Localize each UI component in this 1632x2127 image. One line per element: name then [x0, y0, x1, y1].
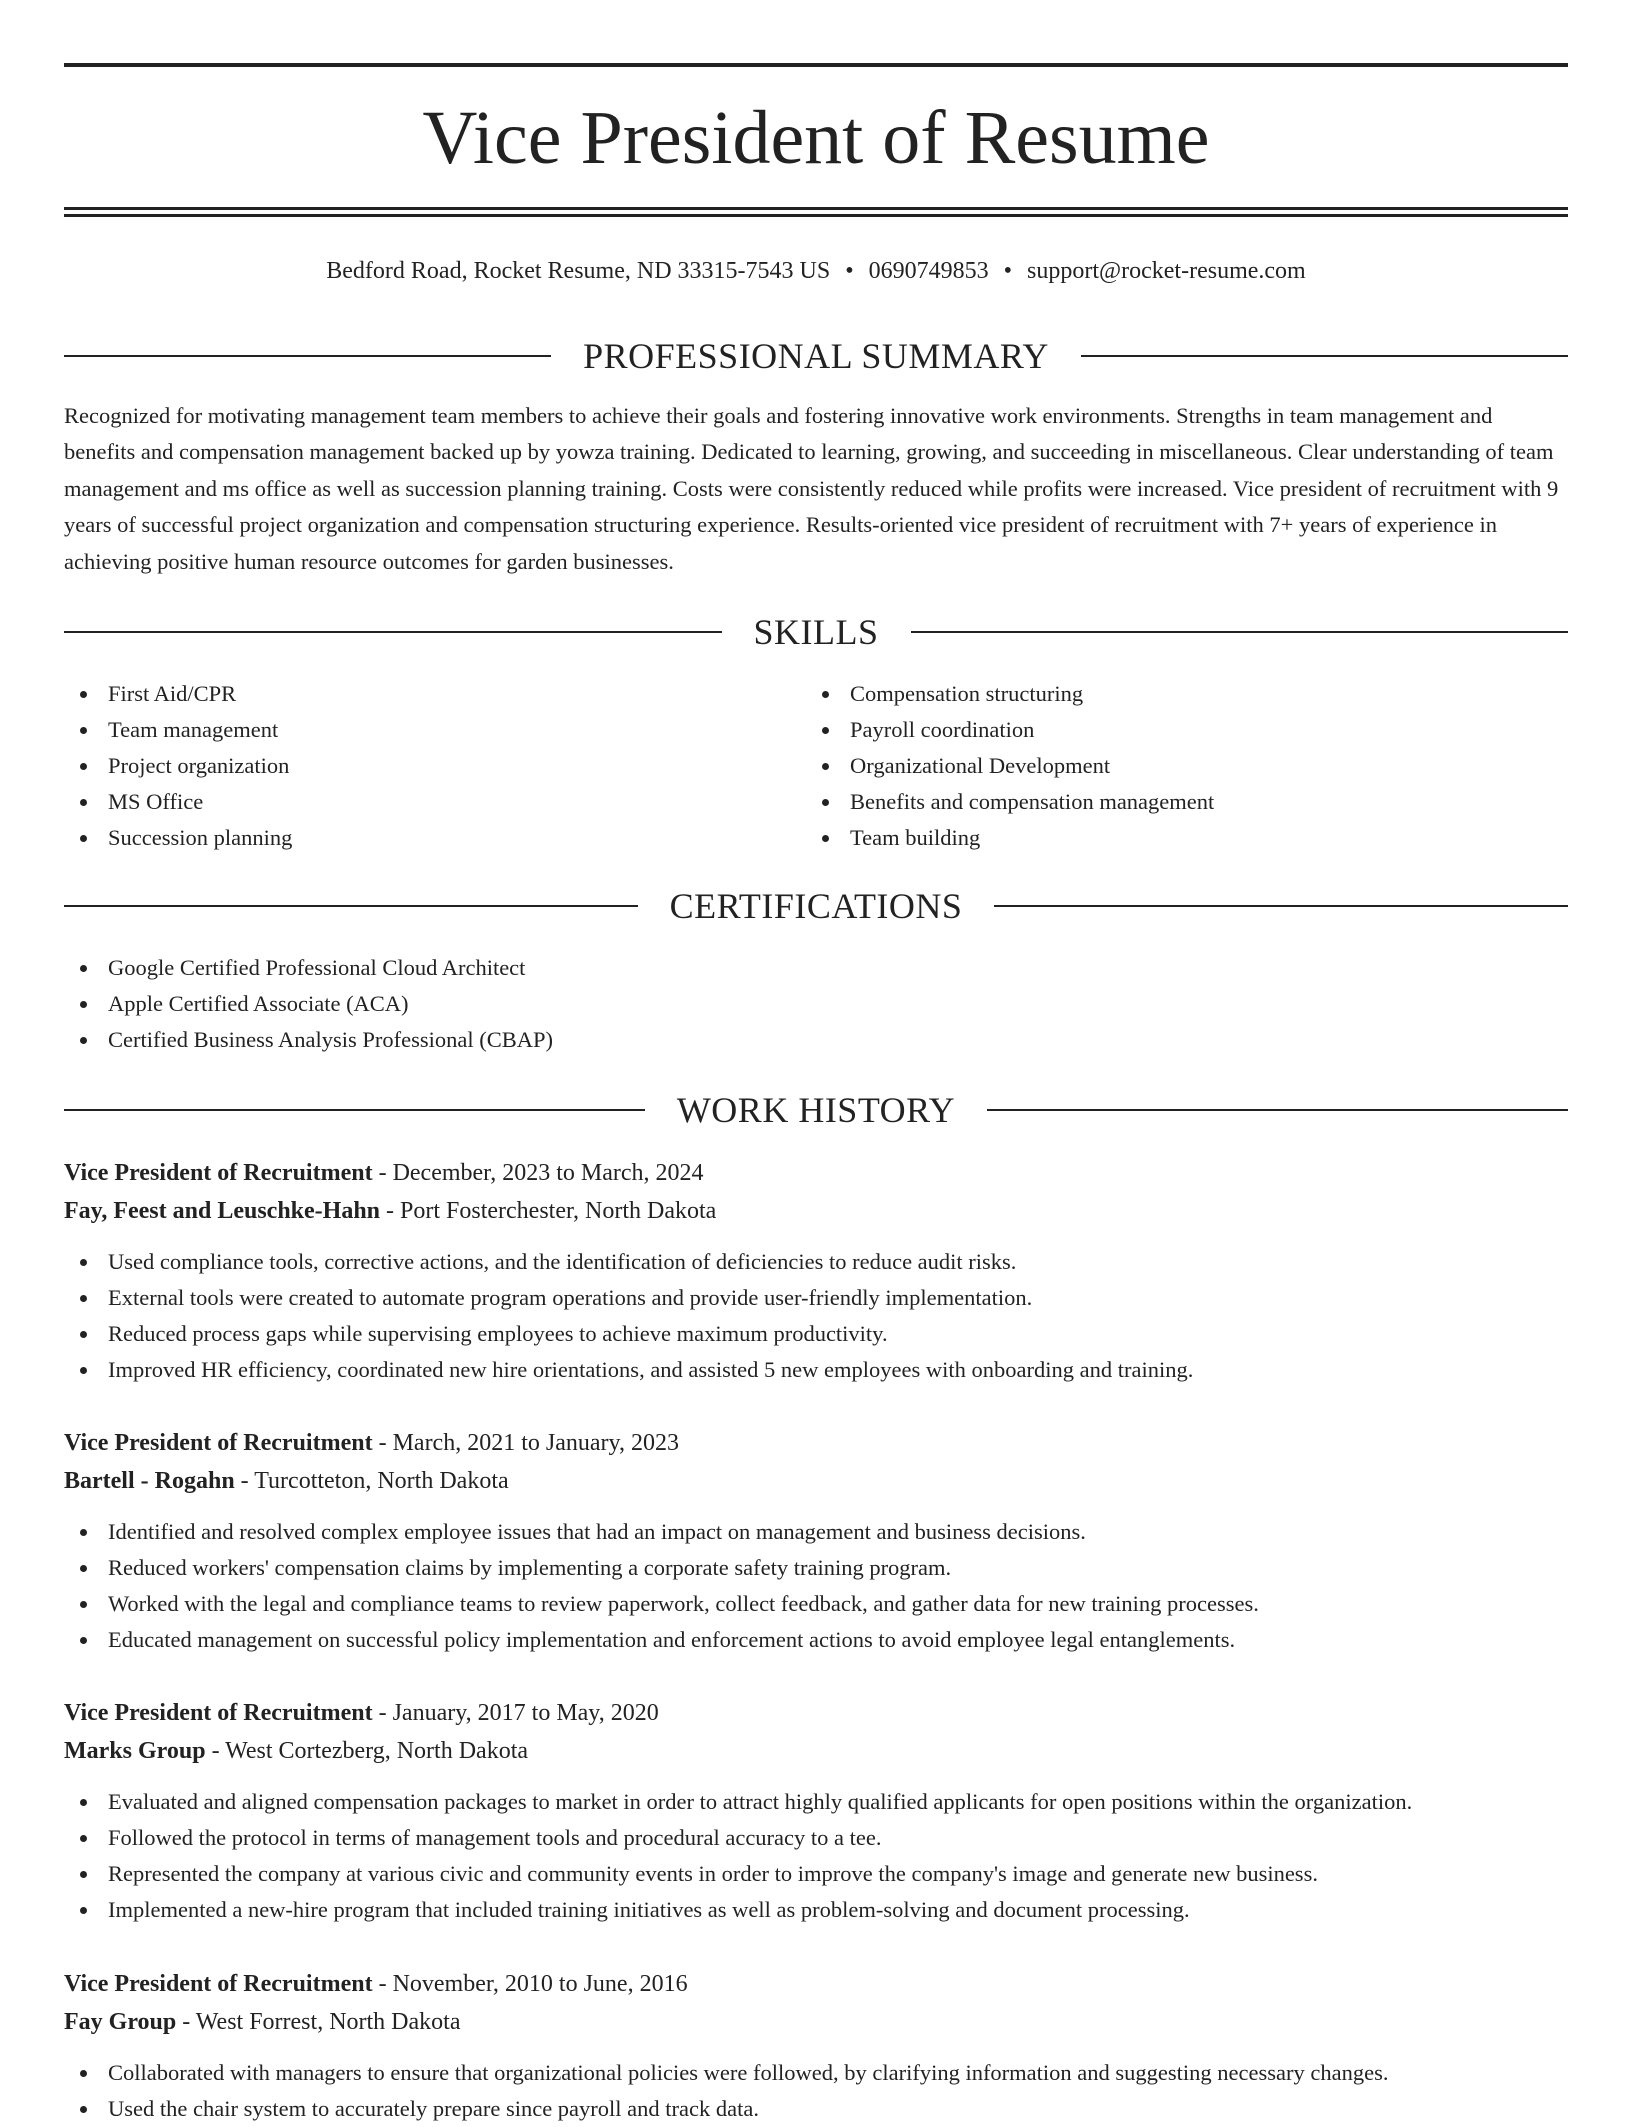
job-location: - West Forrest, North Dakota [176, 2009, 461, 2035]
contact-address: Bedford Road, Rocket Resume, ND 33315-7543 US [326, 258, 831, 284]
heading-rule-left [64, 355, 551, 357]
job-bullet: Represented the company at various civic and community events in order to improve the company's image and generate new business. [64, 1856, 1568, 1892]
heading-rule-left [64, 905, 638, 907]
job-dates: - January, 2017 to May, 2020 [372, 1700, 659, 1726]
contact-email: support@rocket-resume.com [1027, 258, 1306, 284]
job-bullets [64, 1784, 1568, 1928]
job-bullet: Reduced process gaps while supervising employees to achieve maximum productivity. [64, 1316, 1568, 1352]
job-bullet: External tools were created to automate program operations and provide user-friendly implementation. [64, 1280, 1568, 1316]
job-company: Bartell - Rogahn [64, 1468, 235, 1494]
job-title: Vice President of Recruitment [64, 1160, 373, 1186]
contact-phone: 0690749853 [868, 258, 989, 284]
section-title-work-history: WORK HISTORY [676, 1090, 956, 1130]
job-title-line [64, 1965, 1568, 2003]
job-bullet: Identified and resolved complex employee issues that had an impact on management and business decisions. [64, 1514, 1568, 1550]
certifications-list [64, 950, 1568, 1058]
skills-list-right [806, 676, 1568, 856]
skill-item: Organizational Development [806, 748, 1568, 784]
heading-rule-left [64, 631, 722, 633]
contact-line [64, 254, 1568, 288]
job-company: Fay Group [64, 2009, 177, 2035]
job-location: - Turcotteton, North Dakota [234, 1468, 509, 1494]
certification-item: Google Certified Professional Cloud Architect [64, 950, 1568, 986]
heading-rule-right [994, 905, 1568, 907]
job-entry [64, 1424, 1568, 1658]
job-company-line [64, 2003, 1568, 2041]
skill-item: First Aid/CPR [64, 676, 804, 712]
summary-text: Recognized for motivating management team members to achieve their goals and fostering innovative work environments. Strengths in team management and benefits and compensation management backed up by yowza training. Dedicated to learning, growing, and succeeding in miscellaneous. Clear understanding of team management and ms office as well as succession planning training. Costs were consistently reduced while profits were increased. Vice president of recruitment with 9 years of successful project organization and compensation structuring experience. Results-oriented vice president of recruitment with 7+ years of experience in achieving positive human resource outcomes for garden businesses. [64, 403, 1559, 574]
section-title-summary: PROFESSIONAL SUMMARY [583, 336, 1049, 376]
job-title: Vice President of Recruitment [64, 1430, 373, 1456]
skill-item: Payroll coordination [806, 712, 1568, 748]
job-dates: - December, 2023 to March, 2024 [372, 1160, 704, 1186]
skill-item: Benefits and compensation management [806, 784, 1568, 820]
certification-item: Apple Certified Associate (ACA) [64, 986, 1568, 1022]
job-bullets [64, 1244, 1568, 1388]
job-bullet: Reduced workers' compensation claims by implementing a corporate safety training program. [64, 1550, 1568, 1586]
job-bullet: Used compliance tools, corrective actions, and the identification of deficiencies to reduce audit risks. [64, 1244, 1568, 1280]
job-company-line [64, 1192, 1568, 1230]
section-heading-skills [64, 610, 1568, 654]
job-bullet: Educated management on successful policy implementation and enforcement actions to avoid employee legal entanglements. [64, 1622, 1568, 1658]
job-title-line [64, 1424, 1568, 1462]
job-entry [64, 1694, 1568, 1928]
heading-rule-left [64, 1109, 645, 1111]
header-double-rule-lower [64, 214, 1568, 217]
heading-rule-right [987, 1109, 1568, 1111]
job-dates: - March, 2021 to January, 2023 [372, 1430, 679, 1456]
section-title-skills: SKILLS [753, 612, 879, 652]
section-heading-summary [64, 334, 1568, 378]
job-bullet: Collaborated with managers to ensure that organizational policies were followed, by clarifying information and suggesting necessary changes. [64, 2055, 1568, 2091]
job-company: Marks Group [64, 1738, 206, 1764]
job-bullets [64, 1514, 1568, 1658]
job-bullet: Evaluated and aligned compensation packages to market in order to attract highly qualified applicants for open positions within the organization. [64, 1784, 1568, 1820]
resume-name: Vice President of Resume [422, 96, 1210, 180]
job-company-line [64, 1462, 1568, 1500]
section-heading-work-history [64, 1088, 1568, 1132]
skill-item: Project organization [64, 748, 804, 784]
job-title-line [64, 1154, 1568, 1192]
contact-separator: • [1003, 258, 1013, 284]
skill-item: Succession planning [64, 820, 804, 856]
job-entry [64, 1154, 1568, 1388]
job-bullet: Followed the protocol in terms of management tools and procedural accuracy to a tee. [64, 1820, 1568, 1856]
skill-item: Compensation structuring [806, 676, 1568, 712]
job-bullet: Implemented a new-hire program that included training initiatives as well as problem-solving and document processing. [64, 1892, 1568, 1928]
job-entry [64, 1965, 1568, 2127]
job-title: Vice President of Recruitment [64, 1971, 373, 1997]
job-bullets [64, 2055, 1568, 2127]
job-location: - West Cortezberg, North Dakota [205, 1738, 529, 1764]
skill-item: Team building [806, 820, 1568, 856]
job-company-line [64, 1732, 1568, 1770]
job-title-line [64, 1694, 1568, 1732]
job-dates: - November, 2010 to June, 2016 [372, 1971, 688, 1997]
skills-list-left [64, 676, 804, 856]
job-bullet: Used the chair system to accurately prepare since payroll and track data. [64, 2091, 1568, 2127]
job-bullet: Improved HR efficiency, coordinated new hire orientations, and assisted 5 new employees with onboarding and training. [64, 1352, 1568, 1388]
skill-item: MS Office [64, 784, 804, 820]
job-title: Vice President of Recruitment [64, 1700, 373, 1726]
job-location: - Port Fosterchester, North Dakota [380, 1198, 717, 1224]
job-company: Fay, Feest and Leuschke-Hahn [64, 1198, 381, 1224]
heading-rule-right [911, 631, 1569, 633]
header-top-rule [64, 63, 1568, 67]
contact-separator: • [845, 258, 854, 284]
job-bullet: Worked with the legal and compliance teams to review paperwork, collect feedback, and gather data for new training processes. [64, 1586, 1568, 1622]
certification-item: Certified Business Analysis Professional (CBAP) [64, 1022, 1568, 1058]
header-double-rule-upper [64, 207, 1568, 210]
skill-item: Team management [64, 712, 804, 748]
heading-rule-right [1081, 355, 1568, 357]
section-title-certifications: CERTIFICATIONS [669, 886, 963, 926]
section-heading-certifications [64, 884, 1568, 928]
